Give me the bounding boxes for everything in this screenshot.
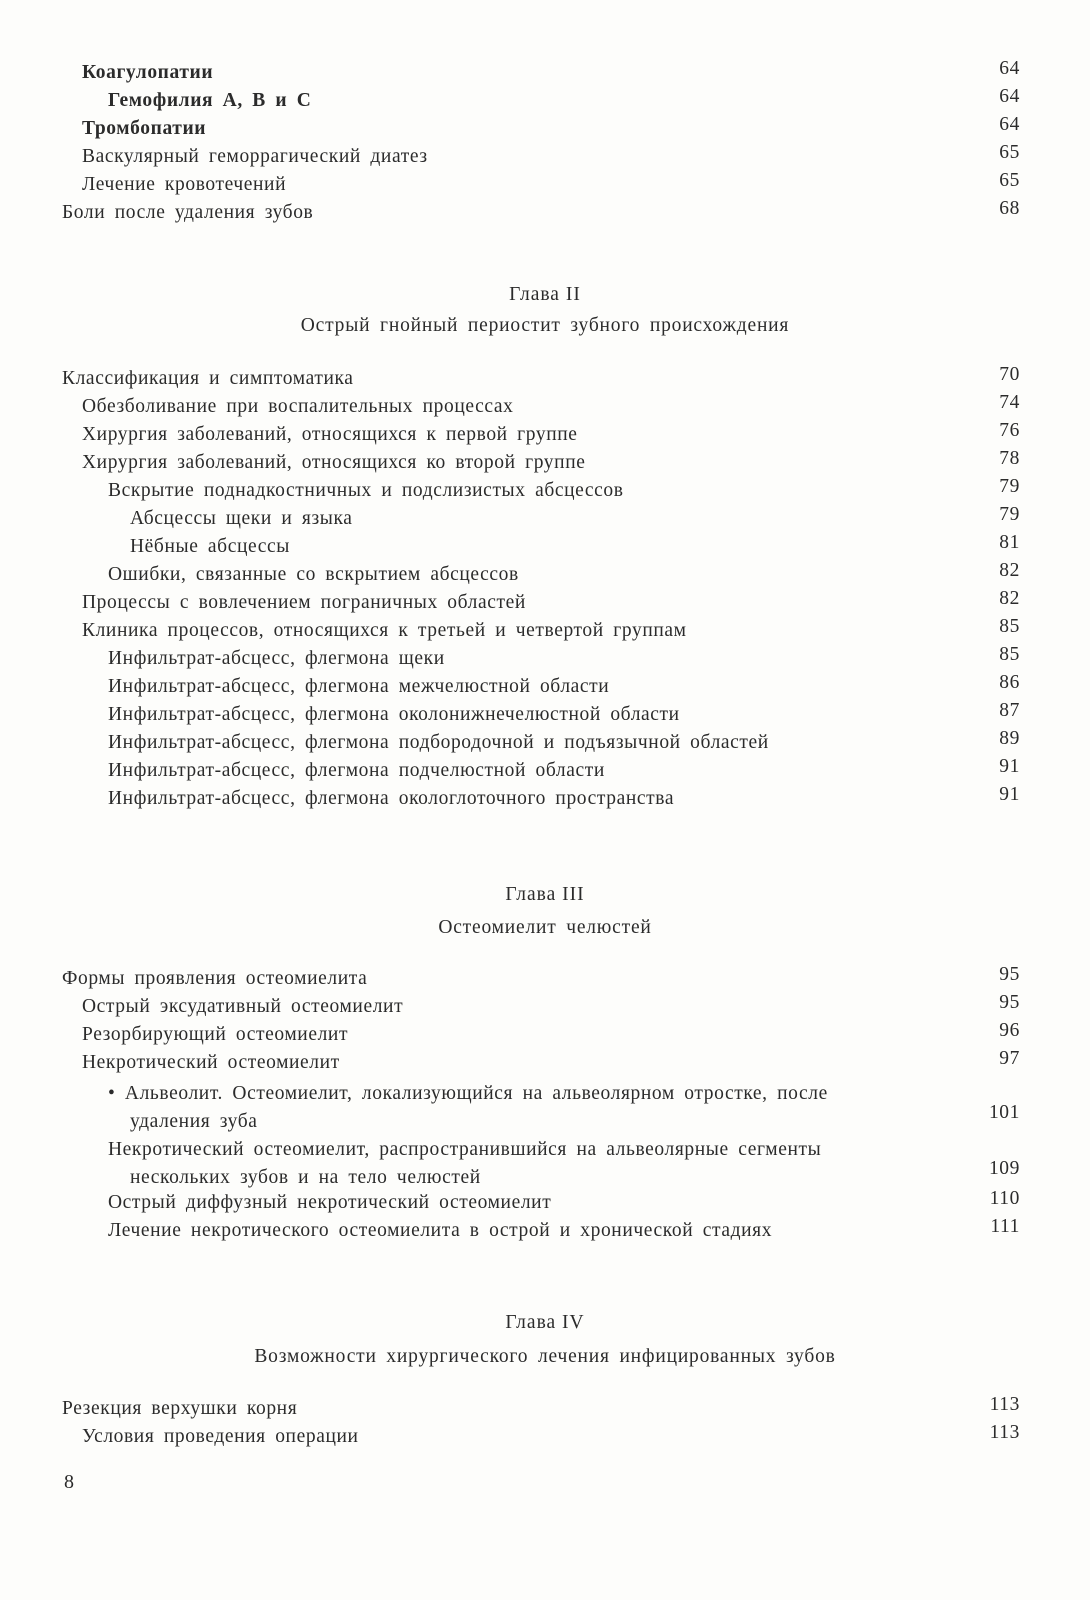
toc-entry — [0, 364, 1090, 396]
toc-entry-title: Формы проявления остеомиелита — [62, 968, 368, 989]
toc-entry — [0, 964, 1090, 996]
toc-entry-title: Острый эксудативный остеомиелит — [82, 996, 404, 1017]
toc-entry-page: 68 — [999, 198, 1020, 219]
toc-entry — [0, 420, 1090, 452]
toc-entry-title: Инфильтрат-абсцесс, флегмона окологлоточного пространства — [108, 788, 675, 809]
toc-entry-page: 85 — [999, 616, 1020, 637]
toc-entry — [0, 588, 1090, 620]
toc-entry-title: Хирургия заболеваний, относящихся к первой группе — [82, 424, 578, 445]
toc-entry — [0, 616, 1090, 648]
toc-entry — [0, 1136, 1090, 1192]
toc-entry-page: 101 — [988, 1102, 1020, 1123]
toc-entry-title: Классификация и симптоматика — [62, 368, 354, 389]
toc-entry-page: 70 — [999, 364, 1020, 385]
toc-entry-title: Лечение кровотечений — [82, 174, 287, 195]
toc-entry — [0, 560, 1090, 592]
toc-entry — [0, 644, 1090, 676]
toc-entry — [0, 504, 1090, 536]
toc-entry-page: 91 — [999, 756, 1020, 777]
chapter-4-label: Глава IV — [505, 1312, 585, 1333]
toc-entry-title: Инфильтрат-абсцесс, флегмона околонижнечелюстной области — [108, 704, 680, 725]
toc-section-chapter-4 — [0, 1394, 1090, 1454]
toc-entry-title: Хирургия заболеваний, относящихся ко второй группе — [82, 452, 586, 473]
toc-entry-page: 85 — [999, 644, 1020, 665]
toc-entry-page: 81 — [999, 532, 1020, 553]
toc-entry-title: Ошибки, связанные со вскрытием абсцессов — [108, 564, 519, 585]
toc-entry — [0, 170, 1090, 202]
toc-entry — [0, 142, 1090, 174]
toc-entry — [0, 476, 1090, 508]
toc-entry — [0, 198, 1090, 230]
toc-entry-page: 95 — [999, 992, 1020, 1013]
toc-entry-title: Некротический остеомиелит, распространившийся на альвеолярные сегменты нескольких зубов и на тело челюстей — [108, 1139, 822, 1188]
toc-entry — [0, 700, 1090, 732]
toc-entry-page: 110 — [989, 1188, 1020, 1209]
toc-entry-title: Васкулярный геморрагический диатез — [82, 146, 428, 167]
toc-entry-title: Условия проведения операции — [82, 1426, 359, 1447]
toc-entry-page: 91 — [999, 784, 1020, 805]
toc-entry-page: 78 — [999, 448, 1020, 469]
toc-entry-page: 95 — [999, 964, 1020, 985]
toc-entry-title: Вскрытие поднадкостничных и подслизистых абсцессов — [108, 480, 624, 501]
toc-entry — [0, 756, 1090, 788]
chapter-3-label: Глава III — [505, 884, 585, 905]
toc-entry-title: Тромбопатии — [82, 118, 207, 139]
toc-entry-page: 89 — [999, 728, 1020, 749]
toc-entry-title: Процессы с вовлечением пограничных областей — [82, 592, 526, 613]
toc-entry-page: 64 — [999, 58, 1020, 79]
toc-entry-page: 111 — [990, 1216, 1020, 1237]
toc-entry — [0, 728, 1090, 760]
toc-entry — [0, 1422, 1090, 1454]
toc-entry-page: 96 — [999, 1020, 1020, 1041]
toc-entry-title: Клиника процессов, относящихся к третьей и четвертой группам — [82, 620, 687, 641]
toc-entry-title: Острый диффузный некротический остеомиелит — [108, 1192, 552, 1213]
toc-entry-page: 74 — [999, 392, 1020, 413]
toc-entry-title: Лечение некротического остеомиелита в острой и хронической стадиях — [108, 1220, 773, 1241]
toc-entry-title: Гемофилия А, В и С — [108, 90, 312, 111]
toc-entry-page: 97 — [999, 1048, 1020, 1069]
toc-entry — [0, 448, 1090, 480]
toc-entry-page: 113 — [989, 1394, 1020, 1415]
toc-entry — [0, 1020, 1090, 1052]
toc-section-top — [0, 58, 1090, 230]
chapter-2-label: Глава II — [509, 284, 581, 305]
toc-entry-page: 113 — [989, 1422, 1020, 1443]
toc-entry — [0, 784, 1090, 816]
toc-entry-page: 82 — [999, 588, 1020, 609]
toc-entry-page: 65 — [999, 142, 1020, 163]
toc-entry-title: Резекция верхушки корня — [62, 1398, 298, 1419]
toc-entry-title: Инфильтрат-абсцесс, флегмона межчелюстной области — [108, 676, 610, 697]
toc-entry — [0, 672, 1090, 704]
toc-section-chapter-2 — [0, 364, 1090, 816]
chapter-4-title: Возможности хирургического лечения инфицированных зубов — [254, 1346, 836, 1367]
toc-entry-page: 65 — [999, 170, 1020, 191]
toc-entry-title: Резорбирующий остеомиелит — [82, 1024, 349, 1045]
toc-entry — [0, 392, 1090, 424]
toc-entry-title: Абсцессы щеки и языка — [130, 508, 353, 529]
toc-entry-page: 79 — [999, 476, 1020, 497]
toc-entry-title: Нёбные абсцессы — [130, 536, 290, 557]
toc-entry-page: 82 — [999, 560, 1020, 581]
toc-entry-title: Инфильтрат-абсцесс, флегмона подчелюстной области — [108, 760, 605, 781]
toc-entry — [0, 114, 1090, 146]
toc-entry — [0, 1048, 1090, 1080]
toc-entry-title: Некротический остеомиелит — [82, 1052, 340, 1073]
toc-entry — [0, 86, 1090, 118]
toc-entry-page: 76 — [999, 420, 1020, 441]
toc-entry-title: Коагулопатии — [82, 62, 214, 83]
chapter-2-title: Острый гнойный периостит зубного происхождения — [300, 315, 790, 336]
toc-entry-title: Боли после удаления зубов — [62, 202, 314, 223]
toc-entry-page: 86 — [999, 672, 1020, 693]
page-number: 8 — [64, 1471, 74, 1493]
toc-entry-title: Инфильтрат-абсцесс, флегмона подбородочной и подъязычной областей — [108, 732, 769, 753]
toc-entry — [0, 58, 1090, 90]
toc-entry-title: • Альвеолит. Остеомиелит, локализующийся на альвеолярном отростке, после удаления зуба — [108, 1083, 828, 1132]
chapter-3-title: Остеомиелит челюстей — [438, 917, 652, 938]
toc-entry-page: 87 — [999, 700, 1020, 721]
toc-entry — [0, 1188, 1090, 1220]
toc-entry — [0, 532, 1090, 564]
toc-entry-page: 64 — [999, 86, 1020, 107]
toc-section-chapter-3 — [0, 964, 1090, 1248]
toc-entry — [0, 992, 1090, 1024]
toc-entry-page: 79 — [999, 504, 1020, 525]
toc-entry — [0, 1216, 1090, 1248]
toc-entry-title: Обезболивание при воспалительных процессах — [82, 396, 514, 417]
toc-entry-page: 64 — [999, 114, 1020, 135]
toc-entry-page: 109 — [988, 1158, 1020, 1179]
toc-entry — [0, 1080, 1090, 1136]
toc-entry-title: Инфильтрат-абсцесс, флегмона щеки — [108, 648, 445, 669]
toc-entry — [0, 1394, 1090, 1426]
